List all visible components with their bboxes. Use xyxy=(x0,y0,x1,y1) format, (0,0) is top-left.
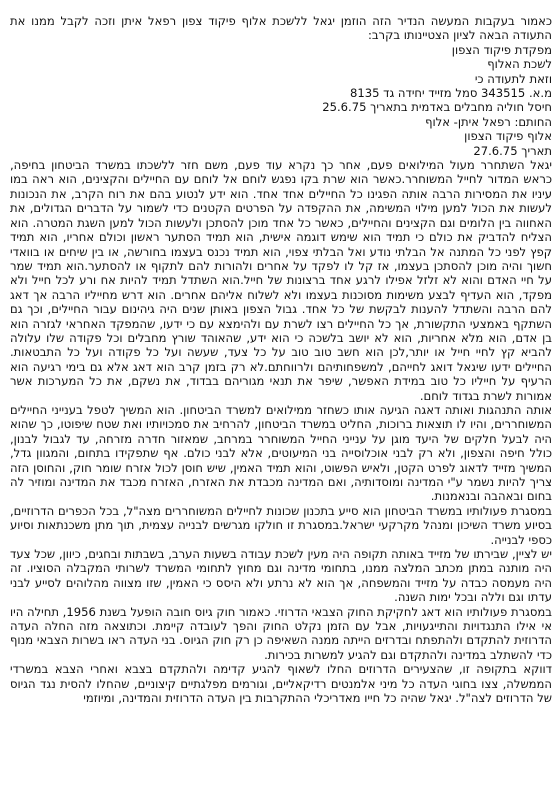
body-paragraph: במסגרת פעולותיו הוא דאג לחקיקת החוק הצבאי הדרוזי. כאמור חוק גיוס חובה הופעל בשנת 1956, תחילה היו אי אילו התנגדויות והתייגעויות, אבל עם הזמן נקלט החוק והפך לעובדה קיימת. וכתוצאה מזה החלה העדה הדרוזית להתקדם ולהתפתח ובדרזים הייתה ממנה השאיפה כן רק חוק הגיוס. בני העדה ראו בשרות הצבאי מנוף כדי להשתלב במדינה ולהתקדם וגם להגיע למשרות בכירות. xyxy=(10,604,552,662)
document-page xyxy=(10,14,552,800)
intro-paragraph: כאמור בעקבות המעשה הנדיר הזה הוזמן יגאל ללשכת אלוף פיקוד צפון רפאל איתן וזכה לקבל ממנו את התעודה הבאה לציון הצטיינותו בקרב: xyxy=(10,14,552,43)
body-paragraph: יש לציין, שבירתו של מזייד באותה תקופה היה מעין לשכת עבודה בשעות הערב, בשבתות ובחגים, כיוון, שכל צעד היה מותנה במתן מכתב המלצה ממנו, בתחומי מדינה וגם מחוץ לתחומי המשרד לשרותי המקבלה הסוציו. זה היה מעמסה כבדה על מזייד והמשפחה, אך הוא לא נרתע ולא היסס כי האמין, שזו מצווה מהלוהים לסייע לבני עדתו וגם וללה ובכל ימות השנה. xyxy=(10,547,552,605)
certificate-line: תאריך 27.6.75 xyxy=(473,143,552,158)
body-paragraph: יגאל השתחרר מעול המילואים פעם, אחר כך נקרא עוד פעם, משם חזר ללשכתו במשרד הביטחון בחיפה, כראש המדור לחייל המשוחרר.כאשר הוא שרת בקו נפגש לוחם אל לוחם עם החיילים והקצינים, הוא ראה במו עיניו את המסירות הרבה אותה הפגינו כל החיילים אחד אחד. הוא ידע לנטוע בהם את רוח הקרב, את הנכונות לעשות את הכול למען מילוי המשימה, את ההקפדה על הפרטים הקטנים כדי לשמור על הדברים הגדולים, את האחווה בין הלומים וגם הקצינים והחיילים, כאשר כל אחד מוכן להסתכן ולעשות הכול למען השגת המטרה. הוא הצליח להדביק את כולם כי תמיד הוא שימש דוגמה אישית, הוא תמיד הסתער ראשון וכולם אחריו, הוא תמיד קפץ לפני כל המתנה אל הבלתי נודע ואל הבלתי צפוי, הוא תמיד נכנס בעצמו בחורשה, או בין שיחים או בוואדי חשוך והיה מוכן להסתכן בעצמו, אז קל לו לפקד על אחרים ולהורות להם לתקוף או להסתער.הוא תמיד שמר על חיי האדם והוא לא זלזל אפילו לרגע אחד ברצונות של חייל.הוא השתדל תמיד להיות אח ורע לכל חייל ולא מפקד, הוא העדיף לבצע משימות מסוכנות בעצמו ולא לשלוח אליהם אחרים. הוא דרש מחייליו הרבה אך דאג להם הרבה והשתדל להענות לבקשת של כל אחד. גבול הצפון באותן שנים היה גיהינום עבור החיילים, וכך גם השתקף באמצעי התקשורת, אך כל החיילים רצו לשרת עם ולהימצא עם כי ידעו, שהמפקד האחראי לגזרה הוא בן אדם, הוא מלא אחריות, הוא לא יושב בלשכה כי הוא ידע, שהאוהד שורץ מחבלים וכל פקודה שלו עלולה להביא קץ לחיי חייל או יותר,לכן הוא חשב טוב טוב על כל צעד, שעשה ועל כל פקודה ועל כל התבטאות. החיילים ידעו שיגאל דואג לחייהם, למשפחותיהם ולרווחתם.לא רק בזמן קרב הוא דאג אלא גם בימי רגיעה הוא הרעיף על חייליו כל טוב במידת האפשר, שיפר את תנאי מגוריהם בבדוד, את נשקם, את כל המערכות אשר אמורות לשרת בגדוד לוחם. xyxy=(10,158,552,403)
certificate-line: מפקדת פיקוד הצפון xyxy=(451,42,552,57)
certificate-line: אלוף פיקוד הצפון xyxy=(464,129,552,144)
certificate-line: לשכת האלוף xyxy=(487,57,552,72)
body-paragraph: אותה התנהגות ואותה דאגה הגיעה אותו כשחזר ממילואים למשרד הביטחון. הוא המשיך לטפל בענייני החיילים המשוחררים, והיו לו תוצאות ברוכות, החליט במשרד הביטחון, להרחיב את סמכויותיו ואת שטח שיפוטו, כך שהוא היה לבעל חלקים של היעד מוגן על ענייני החייל המשוחרר במרחב, שמאזור חדרה מזרחה, עד לגבול לבנון, כולל חיפה והצפון, ולא רק לבני אוכלוסייה בני המיעוטים, אלא לבני כולם. אף שתפקידו בתחום, והמגוון גדל, המשיך מזייד לדאוג לפרט הקטן, ולאיש הפשוט, והוא תמיד האמין, שיש חוסן לכול אזרח שומר חוק, והחוסן הזה צריך להיות נשמר ע"י המדינה ומוסדותיה, ואם המדינה מכבדת את האזרח, האזרח מכבד את המדינה ומוזיר לה בחום ובאהבה ובנאמנות. xyxy=(10,402,552,504)
body-paragraph: דווקא בתקופה זו, שהצעירים הדרוזים החלו לשאוף להגיע קדימה ולהתקדם בצבא ואחרי הצבא במשרדי הממשלה, צצו בחוגי העדה כל מיני אלמנטים רדיקאליים, וגורמים מפלגתיים קיצוניים, שהחלו להסית נגד הגיוס של הדרוזים לצה"ל. יגאל שהיה כל חייו מאדריכלי ההתקרבות בין העדה הדרוזית והמדינה, ומיוזמי xyxy=(10,662,552,706)
certificate-line: וזאת לתעודה כי xyxy=(474,71,552,86)
certificate-line: חיסל חוליה מחבלים באדמית בתאריך 25.6.75 xyxy=(322,100,552,115)
certificate-line: החותם: רפאל איתן- אלוף xyxy=(425,114,552,129)
certificate-block xyxy=(10,43,552,158)
body-paragraph: במסגרת פעולותיו במשרד הביטחון הוא סייע בתכנון שכונות לחיילים המשוחררים מצה"ל, בכל הכפרים הדרוזיים, בסיוע משרד השיכון ומנהל מקרקעי ישראל.במסגרת זו חולקו מגרשים לבנייה עצמית, תוך מתן משכנתאות וסיוע כספי לבנייה. xyxy=(10,503,552,547)
certificate-line: מ.א. 343515 סמל מזייד יחידה גד 8135 xyxy=(349,86,552,101)
